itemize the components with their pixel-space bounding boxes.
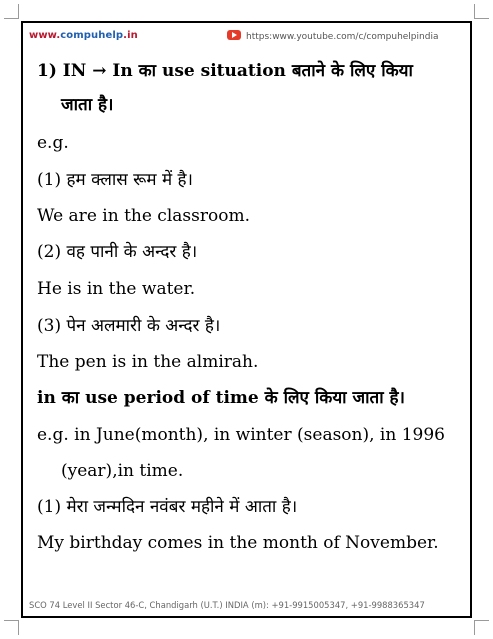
time-example-list-cont: (year),in time. — [61, 461, 184, 481]
crop-mark-bottom-left — [4, 620, 19, 635]
rule-heading: 1) IN → In का use situation बताने के लिए किया — [37, 61, 413, 81]
english-example-4: My birthday comes in the month of November. — [37, 533, 439, 553]
hindi-example-3: (3) पेन अलमारी के अन्दर है। — [37, 316, 221, 336]
crop-mark-bottom-right — [474, 620, 489, 635]
document-page — [21, 21, 472, 618]
youtube-url: https:www.youtube.com/c/compuhelpindia — [246, 32, 439, 42]
page-footer-address: SCO 74 Level II Sector 46-C, Chandigarh (U.T.) INDIA (m): +91-9915005347, +91-9988365347 — [29, 600, 425, 610]
english-example-2: He is in the water. — [37, 279, 196, 299]
site-url: www.compuhelp.in — [29, 30, 138, 41]
example-label: e.g. — [37, 133, 69, 153]
youtube-link — [227, 30, 438, 42]
hindi-example-4: (1) मेरा जन्मदिन नवंबर महीने में आता है। — [37, 497, 298, 517]
hindi-example-1: (1) हम क्लास रूम में है। — [37, 170, 193, 190]
time-rule-heading: in का use period of time के लिए किया जाता है। — [37, 388, 406, 408]
english-example-3: The pen is in the almirah. — [37, 352, 259, 372]
youtube-icon — [227, 30, 241, 40]
crop-mark-top-left — [4, 4, 19, 19]
english-example-1: We are in the classroom. — [37, 206, 250, 226]
time-example-list: e.g. in June(month), in winter (season), in 1996 — [37, 425, 445, 445]
crop-mark-top-right — [474, 4, 489, 19]
rule-heading-cont: जाता है। — [61, 95, 114, 115]
hindi-example-2: (2) वह पानी के अन्दर है। — [37, 242, 198, 262]
page-header — [23, 27, 470, 45]
